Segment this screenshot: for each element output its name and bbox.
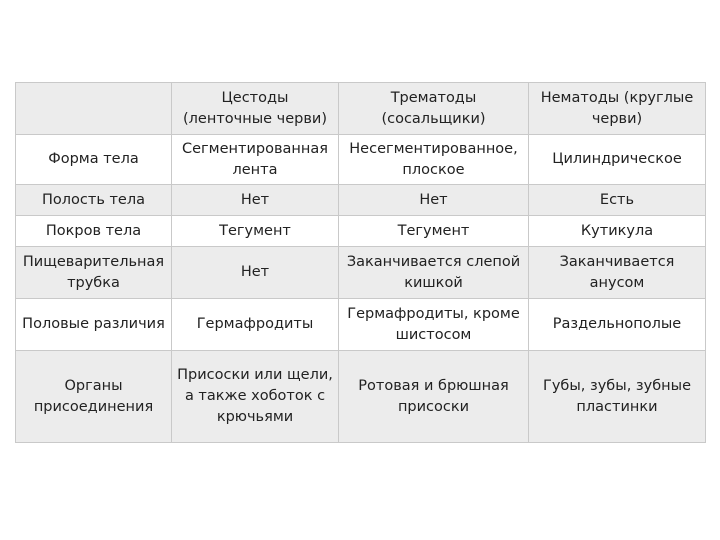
table-cell: Цилиндрическое [529, 135, 706, 185]
header-cell-nematodes: Нематоды (круглые черви) [529, 83, 706, 135]
table-row [16, 135, 706, 185]
table-row [16, 299, 706, 351]
table-row [16, 185, 706, 216]
table-row [16, 216, 706, 247]
table-cell: Губы, зубы, зубные пластинки [529, 351, 706, 443]
table-cell: Гермафродиты, кроме шистосом [339, 299, 529, 351]
table-cell: Нет [172, 185, 339, 216]
header-row [16, 83, 706, 135]
table-cell: Сегментированная лента [172, 135, 339, 185]
table-cell: Кутикула [529, 216, 706, 247]
worm-comparison-table [15, 82, 706, 443]
row-label: Покров тела [16, 216, 172, 247]
table-cell: Нет [339, 185, 529, 216]
table-cell: Гермафродиты [172, 299, 339, 351]
row-label: Половые различия [16, 299, 172, 351]
table-cell: Заканчивается слепой кишкой [339, 247, 529, 299]
table-row [16, 351, 706, 443]
header-cell-empty [16, 83, 172, 135]
header-cell-cestodes: Цестоды (ленточные черви) [172, 83, 339, 135]
row-label: Полость тела [16, 185, 172, 216]
table-cell: Заканчивается анусом [529, 247, 706, 299]
row-label: Пищеварительная трубка [16, 247, 172, 299]
row-label: Органы присоединения [16, 351, 172, 443]
table-cell: Есть [529, 185, 706, 216]
table-cell: Тегумент [172, 216, 339, 247]
table-row [16, 247, 706, 299]
table-cell: Тегумент [339, 216, 529, 247]
table-cell: Ротовая и брюшная присоски [339, 351, 529, 443]
header-cell-trematodes: Трематоды (сосальщики) [339, 83, 529, 135]
comparison-table-container [15, 82, 706, 443]
table-cell: Несегментированное, плоское [339, 135, 529, 185]
row-label: Форма тела [16, 135, 172, 185]
table-cell: Присоски или щели, а также хоботок с крючьями [172, 351, 339, 443]
table-cell: Раздельнополые [529, 299, 706, 351]
table-cell: Нет [172, 247, 339, 299]
